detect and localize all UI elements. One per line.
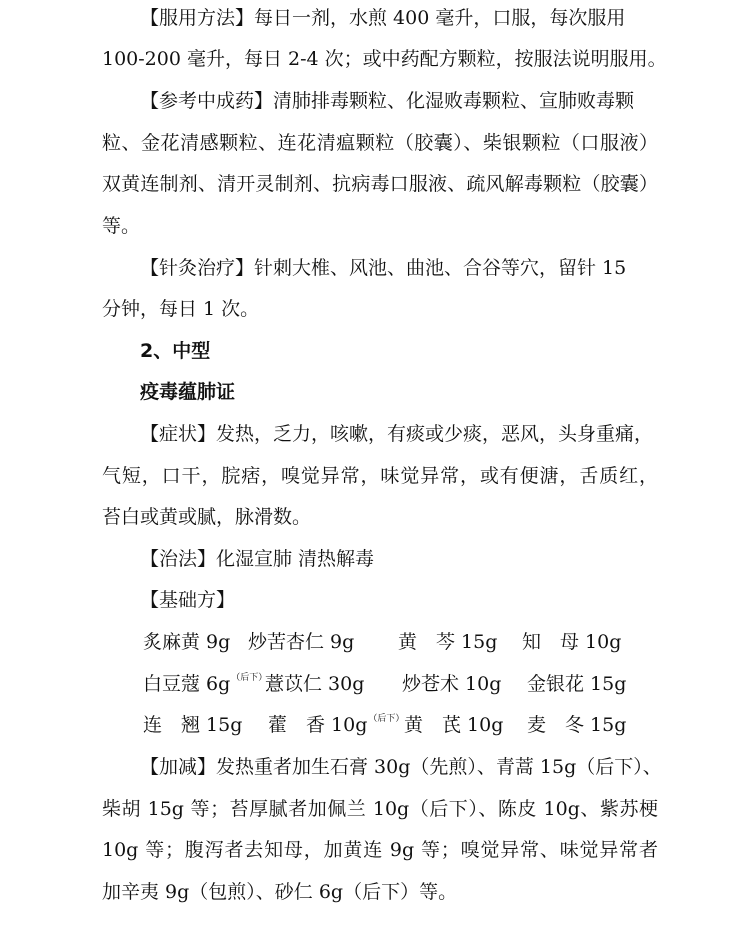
modifications-line-4: 加辛夷 9g（包煎）、砂仁 6g（后下）等。 — [102, 881, 458, 903]
herb-item: 炙麻黄 9g — [143, 631, 231, 653]
symptoms-line-2: 气短，口干，脘痞，嗅觉异常，味觉异常，或有便溏，舌质红， — [102, 465, 658, 487]
herb-item: 黄 芩 15g — [398, 631, 498, 653]
herb-item — [268, 713, 404, 741]
herb-item: 麦 冬 15g — [527, 714, 627, 736]
acupuncture-line-1: 【针灸治疗】针刺大椎、风池、曲池、合谷等穴，留针 15 — [140, 257, 627, 279]
herb-item: 炒苦杏仁 9g — [248, 631, 355, 653]
acupuncture-line-2: 分钟，每日 1 次。 — [102, 298, 260, 320]
usage-line-1: 【服用方法】每日一剂，水煎 400 毫升，口服，每次服用 — [140, 7, 626, 29]
modifications-line-2: 柴胡 15g 等；苔厚腻者加佩兰 10g（后下）、陈皮 10g、紫苏梗 — [102, 798, 658, 820]
herb-item: 金银花 15g — [527, 673, 627, 695]
formula-label: 【基础方】 — [140, 589, 236, 611]
patent-line-2: 粒、金花清感颗粒、连花清瘟颗粒（胶囊）、柴银颗粒（口服液） — [102, 132, 658, 154]
herb-item-text: 藿 香 10g — [268, 714, 368, 736]
herb-note: （后下） — [231, 673, 268, 683]
section-heading: 2、中型 — [140, 340, 211, 362]
herb-note: （后下） — [368, 714, 405, 724]
herb-item: 黄 芪 10g — [404, 714, 504, 736]
herb-item: 薏苡仁 30g — [265, 673, 365, 695]
herb-item — [143, 672, 267, 700]
herb-item: 炒苍术 10g — [402, 673, 502, 695]
modifications-line-1: 【加减】发热重者加生石膏 30g（先煎）、青蒿 15g（后下）、 — [140, 756, 662, 778]
modifications-line-3: 10g 等；腹泻者去知母，加黄连 9g 等；嗅觉异常、味觉异常者 — [102, 839, 658, 861]
herb-item: 知 母 10g — [522, 631, 622, 653]
patent-line-4: 等。 — [102, 215, 141, 237]
syndrome-heading: 疫毒蕴肺证 — [140, 381, 236, 403]
herb-item-text: 白豆蔻 6g — [143, 673, 231, 695]
symptoms-line-3: 苔白或黄或腻，脉滑数。 — [102, 506, 312, 528]
treatment-line: 【治法】化湿宣肺 清热解毒 — [140, 548, 375, 570]
usage-line-2: 100-200 毫升，每日 2-4 次；或中药配方颗粒，按服法说明服用。 — [102, 48, 667, 70]
patent-line-1: 【参考中成药】清肺排毒颗粒、化湿败毒颗粒、宣肺败毒颗 — [140, 90, 635, 112]
patent-line-3: 双黄连制剂、清开灵制剂、抗病毒口服液、疏风解毒颗粒（胶囊） — [102, 173, 658, 195]
symptoms-line-1: 【症状】发热，乏力，咳嗽，有痰或少痰，恶风，头身重痛， — [140, 423, 654, 445]
herb-item: 连 翘 15g — [143, 714, 243, 736]
